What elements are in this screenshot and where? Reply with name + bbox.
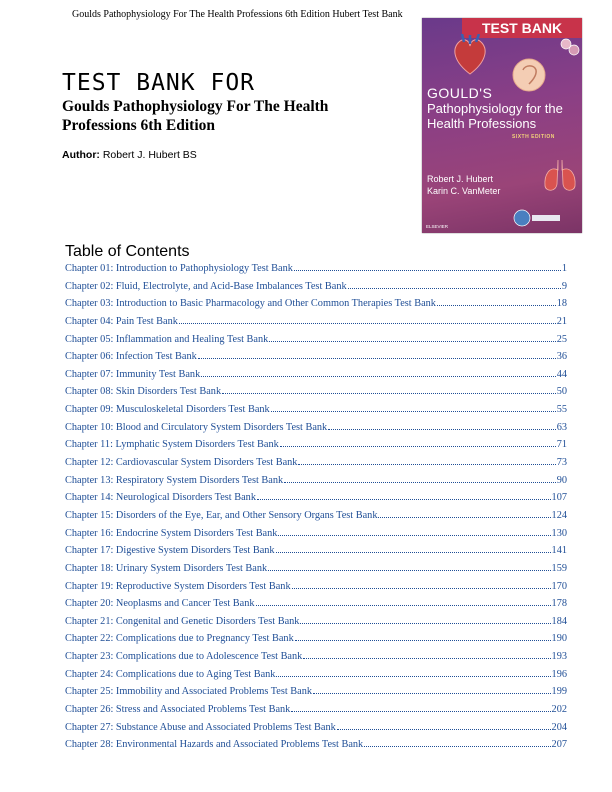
toc-entry-page[interactable]: 202	[551, 704, 567, 716]
toc-entry[interactable]	[65, 297, 567, 315]
toc-dot-leader	[268, 562, 550, 571]
toc-entry[interactable]	[65, 509, 567, 527]
toc-entry-page[interactable]: 190	[551, 633, 567, 645]
cover-publisher: ELSEVIER	[426, 224, 449, 229]
toc-entry-page[interactable]: 204	[551, 721, 567, 733]
toc-entry-title[interactable]: Chapter 08: Skin Disorders Test Bank	[65, 386, 222, 398]
cover-author-2: Karin C. VanMeter	[427, 186, 501, 196]
toc-dot-leader	[276, 668, 550, 677]
cover-authors	[427, 173, 500, 197]
toc-dot-leader	[303, 650, 550, 659]
toc-entry-page[interactable]: 9	[561, 280, 567, 292]
toc-dot-leader	[295, 632, 551, 641]
toc-entry-title[interactable]: Chapter 11: Lymphatic System Disorders Test Bank	[65, 439, 279, 451]
toc-dot-leader	[300, 615, 550, 624]
toc-entry-page[interactable]: 21	[556, 315, 567, 327]
test-bank-badge: TEST BANK	[462, 18, 582, 38]
toc-entry[interactable]	[65, 438, 567, 456]
toc-entry-title[interactable]: Chapter 27: Substance Abuse and Associated Problems Test Bank	[65, 721, 336, 733]
toc-entry[interactable]	[65, 385, 567, 403]
toc-entry-title[interactable]: Chapter 20: Neoplasms and Cancer Test Bank	[65, 598, 255, 610]
toc-entry-page[interactable]: 44	[556, 368, 567, 380]
toc-entry-title[interactable]: Chapter 07: Immunity Test Bank	[65, 368, 201, 380]
cover-edition: SIXTH EDITION	[512, 134, 555, 140]
toc-entry-title[interactable]: Chapter 14: Neurological Disorders Test Bank	[65, 492, 256, 504]
toc-heading: Table of Contents	[65, 243, 190, 260]
toc-entry-page[interactable]: 1	[561, 263, 567, 274]
toc-entry-title[interactable]: Chapter 09: Musculoskeletal Disorders Test Bank	[65, 404, 270, 416]
toc-entry-page[interactable]: 63	[556, 421, 567, 433]
book-title: Goulds Pathophysiology For The Health Professions 6th Edition	[62, 98, 329, 134]
toc-entry[interactable]	[65, 333, 567, 351]
toc-dot-leader	[179, 315, 556, 324]
author-name: Robert J. Hubert BS	[102, 149, 197, 161]
toc-entry[interactable]	[65, 668, 567, 686]
toc-dot-leader	[257, 491, 551, 500]
toc-dot-leader	[284, 474, 556, 483]
toc-entry-page[interactable]: 25	[556, 333, 567, 345]
cover-title	[427, 86, 582, 131]
toc-entry-page[interactable]: 184	[551, 615, 567, 627]
toc-entry-title[interactable]: Chapter 10: Blood and Circulatory System Disorders Test Bank	[65, 421, 328, 433]
heart-illustration-icon	[450, 34, 490, 78]
toc-dot-leader	[278, 527, 550, 536]
toc-dot-leader	[222, 385, 556, 394]
toc-entry[interactable]	[65, 456, 567, 474]
toc-entry-title[interactable]: Chapter 04: Pain Test Bank	[65, 315, 178, 327]
toc-entry-page[interactable]: 141	[551, 545, 567, 557]
toc-entry-title[interactable]: Chapter 12: Cardiovascular System Disorders Test Bank	[65, 457, 298, 469]
toc-entry-title[interactable]: Chapter 15: Disorders of the Eye, Ear, and Other Sensory Organs Test Bank	[65, 509, 378, 521]
cover-title-line3: Health Professions	[427, 116, 537, 131]
document-title: TEST BANK FOR	[62, 70, 256, 96]
toc-entry[interactable]	[65, 491, 567, 509]
toc-entry-page[interactable]: 196	[551, 668, 567, 680]
toc-dot-leader	[328, 421, 556, 430]
toc-dot-leader	[378, 509, 550, 518]
toc-entry-title[interactable]: Chapter 26: Stress and Associated Problems Test Bank	[65, 704, 291, 716]
toc-entry-page[interactable]: 124	[551, 509, 567, 521]
toc-entry-page[interactable]: 193	[551, 651, 567, 663]
toc-entry-page[interactable]: 90	[556, 474, 567, 486]
toc-entry-title[interactable]: Chapter 28: Environmental Hazards and Associated Problems Test Bank	[65, 739, 364, 751]
toc-dot-leader	[256, 597, 551, 606]
toc-dot-leader	[276, 544, 551, 553]
toc-entry-title[interactable]: Chapter 23: Complications due to Adolescence Test Bank	[65, 651, 303, 663]
toc-entry-title[interactable]: Chapter 22: Complications due to Pregnancy Test Bank	[65, 633, 294, 645]
toc-entry-title[interactable]: Chapter 02: Fluid, Electrolyte, and Acid-Base Imbalances Test Bank	[65, 280, 347, 292]
toc-entry-page[interactable]: 207	[551, 739, 567, 751]
toc-dot-leader	[269, 333, 555, 342]
toc-dot-leader	[294, 262, 561, 271]
toc-dot-leader	[280, 438, 556, 447]
toc-entry[interactable]	[65, 262, 567, 280]
toc-entry[interactable]	[65, 650, 567, 668]
toc-entry-title[interactable]: Chapter 06: Infection Test Bank	[65, 351, 197, 363]
toc-entry[interactable]	[65, 721, 567, 739]
table-of-contents	[65, 262, 567, 756]
toc-entry-page[interactable]: 18	[556, 298, 567, 310]
lungs-illustration-icon	[540, 154, 580, 194]
toc-entry[interactable]	[65, 615, 567, 633]
toc-entry[interactable]	[65, 685, 567, 703]
toc-entry[interactable]	[65, 403, 567, 421]
toc-dot-leader	[198, 350, 556, 359]
toc-entry-title[interactable]: Chapter 19: Reproductive System Disorders Test Bank	[65, 580, 291, 592]
toc-entry-page[interactable]: 107	[551, 492, 567, 504]
toc-entry-title[interactable]: Chapter 03: Introduction to Basic Pharmacology and Other Common Therapies Test Bank	[65, 298, 436, 310]
toc-entry-title[interactable]: Chapter 05: Inflammation and Healing Test Bank	[65, 333, 269, 345]
toc-entry-page[interactable]: 159	[551, 562, 567, 574]
cover-title-line1: GOULD'S	[427, 85, 493, 101]
cover-title-line2: Pathophysiology for the	[427, 101, 563, 116]
toc-dot-leader	[337, 721, 551, 730]
toc-entry[interactable]	[65, 421, 567, 439]
cells-illustration-icon	[558, 36, 582, 58]
toc-entry-page[interactable]: 130	[551, 527, 567, 539]
toc-dot-leader	[437, 297, 556, 306]
book-cover-image	[422, 18, 582, 233]
toc-entry-page[interactable]: 199	[551, 686, 567, 698]
toc-entry[interactable]	[65, 597, 567, 615]
toc-entry[interactable]	[65, 280, 567, 298]
toc-entry-page[interactable]: 71	[556, 439, 567, 451]
toc-dot-leader	[298, 456, 555, 465]
toc-entry[interactable]	[65, 703, 567, 721]
toc-entry[interactable]	[65, 350, 567, 368]
toc-entry[interactable]	[65, 562, 567, 580]
toc-dot-leader	[313, 685, 551, 694]
toc-entry-page[interactable]: 170	[551, 580, 567, 592]
toc-entry-page[interactable]: 73	[556, 457, 567, 469]
toc-entry-title[interactable]: Chapter 18: Urinary System Disorders Test Bank	[65, 562, 268, 574]
toc-entry-page[interactable]: 50	[556, 386, 567, 398]
toc-dot-leader	[271, 403, 556, 412]
toc-entry[interactable]	[65, 315, 567, 333]
toc-entry[interactable]	[65, 474, 567, 492]
toc-entry[interactable]	[65, 527, 567, 545]
toc-dot-leader	[201, 368, 555, 377]
toc-entry[interactable]	[65, 368, 567, 386]
cover-author-1: Robert J. Hubert	[427, 174, 494, 184]
toc-dot-leader	[364, 738, 550, 747]
toc-entry-title[interactable]: Chapter 13: Respiratory System Disorders Test Bank	[65, 474, 284, 486]
toc-entry-title[interactable]: Chapter 21: Congenital and Genetic Disorders Test Bank	[65, 615, 300, 627]
toc-entry-title[interactable]: Chapter 16: Endocrine System Disorders Test Bank	[65, 527, 278, 539]
toc-dot-leader	[292, 580, 551, 589]
running-header: Goulds Pathophysiology For The Health Professions 6th Edition Hubert Test Bank	[72, 9, 403, 20]
toc-entry[interactable]	[65, 544, 567, 562]
globe-illustration-icon	[512, 206, 562, 230]
toc-entry-page[interactable]: 36	[556, 351, 567, 363]
toc-entry-title[interactable]: Chapter 17: Digestive System Disorders Test Bank	[65, 545, 275, 557]
toc-entry[interactable]	[65, 738, 567, 756]
toc-entry-title[interactable]: Chapter 24: Complications due to Aging Test Bank	[65, 668, 276, 680]
toc-entry-page[interactable]: 55	[556, 404, 567, 416]
author-label: Author:	[62, 149, 100, 161]
toc-entry-page[interactable]: 178	[551, 598, 567, 610]
toc-entry-title[interactable]: Chapter 25: Immobility and Associated Problems Test Bank	[65, 686, 313, 698]
toc-dot-leader	[291, 703, 550, 712]
toc-entry-title[interactable]: Chapter 01: Introduction to Pathophysiology Test Bank	[65, 263, 293, 274]
toc-dot-leader	[348, 280, 561, 289]
toc-entry[interactable]	[65, 632, 567, 650]
author-line	[62, 149, 197, 161]
toc-entry[interactable]	[65, 580, 567, 598]
